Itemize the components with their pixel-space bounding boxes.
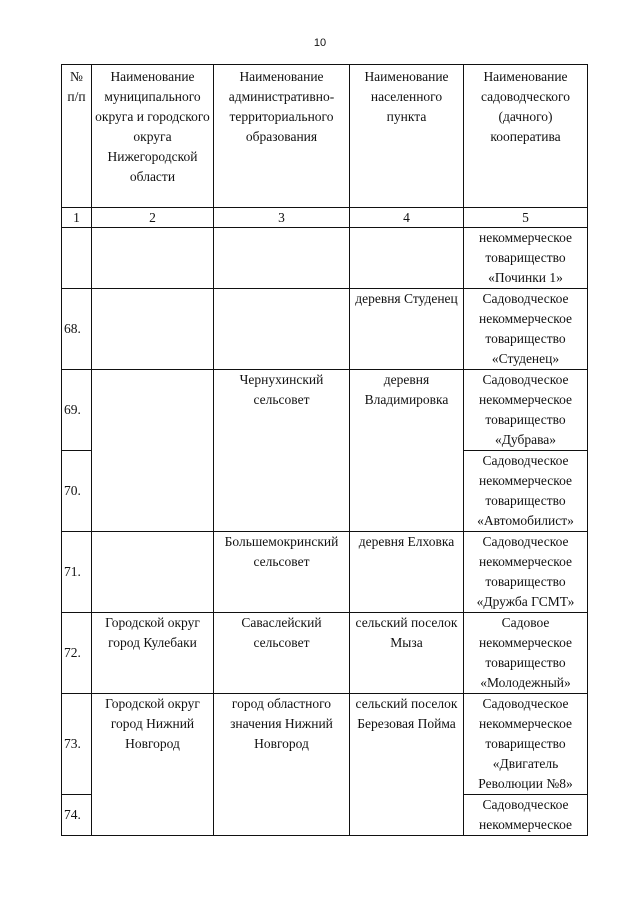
row-number-empty (62, 228, 92, 289)
row-number: 70. (62, 451, 92, 532)
settlement-cell: деревня Студенец (350, 289, 464, 370)
header-settlement: Наименование населенного пункта (350, 65, 464, 208)
cooperative-cell: Садовое некоммерческое товарищество «Молодежный» (464, 613, 588, 694)
settlement-cell: сельский поселок Березовая Пойма (350, 694, 464, 836)
column-index-4: 4 (350, 208, 464, 228)
cooperative-cell: Садоводческое некоммерческое товарищество «Дружба ГСМТ» (464, 532, 588, 613)
header-municipal-district: Наименование муниципального округа и городского округа Нижегородской области (92, 65, 214, 208)
table-row (62, 370, 588, 451)
admin-unit-cell: Чернухинский сельсовет (214, 370, 350, 532)
column-index-3: 3 (214, 208, 350, 228)
column-index-row (62, 208, 588, 228)
admin-unit-cell: Большемокринский сельсовет (214, 532, 350, 613)
municipal-district-cell: Городской округ город Кулебаки (92, 613, 214, 694)
row-number: 69. (62, 370, 92, 451)
cooperative-cell: Садоводческое некоммерческое товарищество «Дубрава» (464, 370, 588, 451)
table-row (62, 694, 588, 795)
header-admin-territorial-unit: Наименование административно-территориального образования (214, 65, 350, 208)
registry-table (61, 64, 588, 836)
column-index-1: 1 (62, 208, 92, 228)
row-number: 73. (62, 694, 92, 795)
cooperative-cell: Садоводческое некоммерческое (464, 795, 588, 836)
table-row (62, 613, 588, 694)
row-number: 68. (62, 289, 92, 370)
cooperative-cell: Садоводческое некоммерческое товарищество «Автомобилист» (464, 451, 588, 532)
settlement-cell: сельский поселок Мыза (350, 613, 464, 694)
settlement-cell: деревня Владимировка (350, 370, 464, 532)
cooperative-cell: некоммерческое товарищество «Починки 1» (464, 228, 588, 289)
municipal-district-cell: Городской округ город Нижний Новгород (92, 694, 214, 836)
table-row (62, 532, 588, 613)
header-row (62, 65, 588, 208)
row-number: 72. (62, 613, 92, 694)
municipal-district-cell (92, 532, 214, 613)
row-number: 71. (62, 532, 92, 613)
admin-unit-cell (214, 228, 350, 289)
cooperative-cell: Садоводческое некоммерческое товарищество «Студенец» (464, 289, 588, 370)
admin-unit-cell: Саваслейский сельсовет (214, 613, 350, 694)
page-number: 10 (313, 37, 327, 49)
table-row-continuation (62, 228, 588, 289)
table-row (62, 289, 588, 370)
row-number: 74. (62, 795, 92, 836)
admin-unit-cell (214, 289, 350, 370)
admin-unit-cell: город областного значения Нижний Новгород (214, 694, 350, 836)
settlement-cell (350, 228, 464, 289)
settlement-cell: деревня Елховка (350, 532, 464, 613)
municipal-district-cell (92, 289, 214, 370)
header-number: № п/п (62, 65, 92, 208)
municipal-district-cell (92, 370, 214, 532)
column-index-2: 2 (92, 208, 214, 228)
header-cooperative: Наименование садоводческого (дачного) кооператива (464, 65, 588, 208)
cooperative-cell: Садоводческое некоммерческое товарищество «Двигатель Революции №8» (464, 694, 588, 795)
column-index-5: 5 (464, 208, 588, 228)
municipal-district-cell (92, 228, 214, 289)
